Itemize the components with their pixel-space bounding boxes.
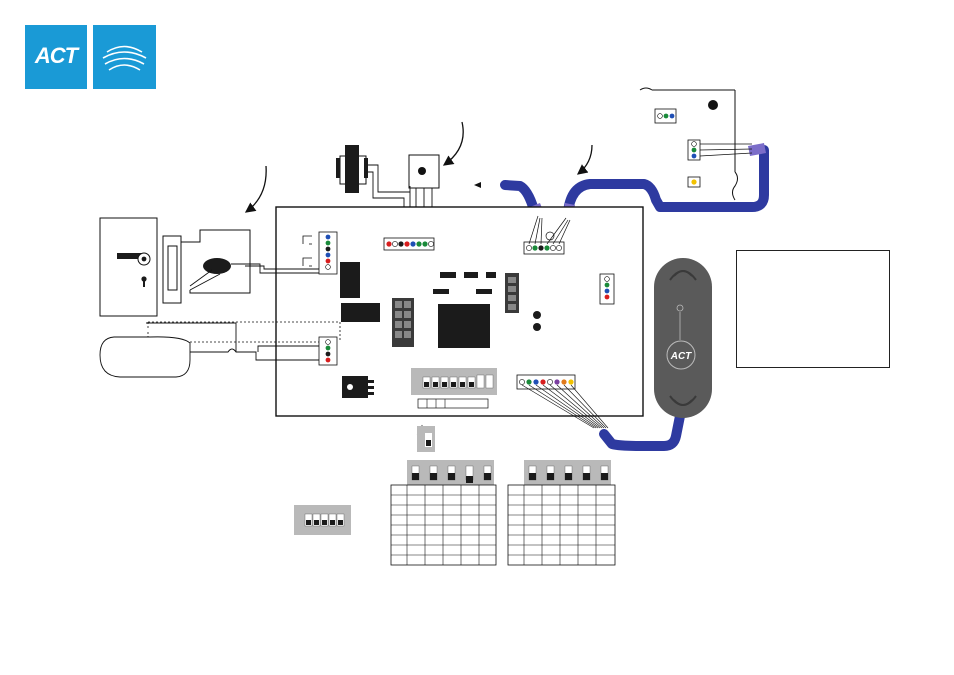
dip-switch-small xyxy=(294,505,351,535)
small-pointer-icon xyxy=(474,182,481,188)
exit-device xyxy=(100,337,190,377)
notes-box xyxy=(736,250,890,368)
transformer xyxy=(336,145,368,193)
act-logo-text: ACT xyxy=(34,43,78,68)
dip-switch-single xyxy=(417,426,435,452)
reader-logo-text: ACT xyxy=(670,351,692,362)
proximity-reader xyxy=(654,258,712,418)
dip-table-left xyxy=(391,460,496,565)
dip-table-right xyxy=(508,460,615,565)
controller-board xyxy=(276,207,643,428)
psu-box xyxy=(409,155,439,188)
expansion-board xyxy=(640,88,752,200)
door xyxy=(100,218,250,316)
